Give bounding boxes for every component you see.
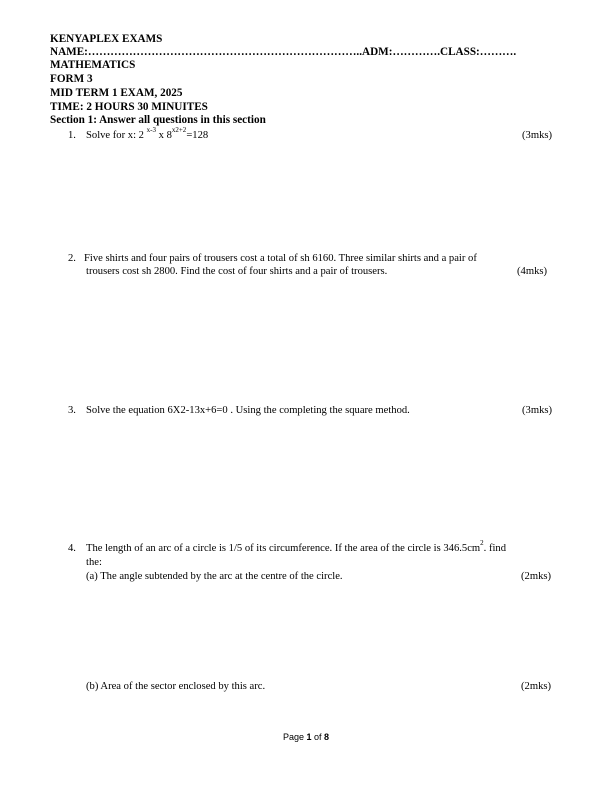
of-word: of <box>311 732 325 742</box>
text-part: The length of an arc of a circle is 1/5 of its circumference. If the area of the circle is 346.5cm <box>86 543 481 554</box>
question-number: 4. <box>68 543 76 554</box>
question-number: 3. <box>68 405 76 416</box>
superscript: 2 <box>480 539 484 548</box>
time-label: TIME: 2 HOURS 30 MINUITES <box>50 101 208 113</box>
exam-title: MID TERM 1 EXAM, 2025 <box>50 87 183 99</box>
subject-title: MATHEMATICS <box>50 59 136 71</box>
page-footer <box>0 732 612 742</box>
page-word: Page <box>282 732 307 742</box>
section-instruction: Section 1: Answer all questions in this section <box>50 114 266 126</box>
text-part: . find <box>483 543 507 554</box>
question-text-line-2: trousers cost sh 2800. Find the cost of four shirts and a pair of trousers. <box>86 266 388 277</box>
text-part: x 8 <box>155 130 172 141</box>
question-text-line-1 <box>86 539 507 555</box>
question-text-line-2: the: <box>86 557 102 568</box>
question-part-a: (a) The angle subtended by the arc at the centre of the circle. <box>86 571 343 582</box>
text-part: =128 <box>186 130 209 141</box>
exponent: x2+2 <box>171 126 187 135</box>
marks-label: (4mks) <box>517 266 548 277</box>
page-number: 1 <box>306 732 312 742</box>
question-number: 1. <box>68 130 76 141</box>
form-label: FORM 3 <box>50 73 93 85</box>
question-text: Solve the equation 6X2-13x+6=0 . Using the completing the square method. <box>86 405 410 416</box>
marks-label-b: (2mks) <box>521 681 552 692</box>
question-text-line-1: Five shirts and four pairs of trousers cost a total of sh 6160. Three similar shirts and a pair of <box>84 253 477 264</box>
marks-label: (3mks) <box>522 405 553 416</box>
question-part-b: (b) Area of the sector enclosed by this arc. <box>86 681 266 692</box>
marks-label: (3mks) <box>522 130 553 141</box>
name-adm-class-line: NAME:………………………………………………………………..ADM:………….CLASS:………. <box>50 46 517 58</box>
question-number: 2. <box>68 253 76 264</box>
page-total: 8 <box>324 732 330 742</box>
question-text <box>86 126 209 142</box>
exponent: x-3 <box>146 126 156 135</box>
text-part: Solve for x: 2 <box>86 130 147 141</box>
marks-label-a: (2mks) <box>521 571 552 582</box>
school-name: KENYAPLEX EXAMS <box>50 33 163 45</box>
